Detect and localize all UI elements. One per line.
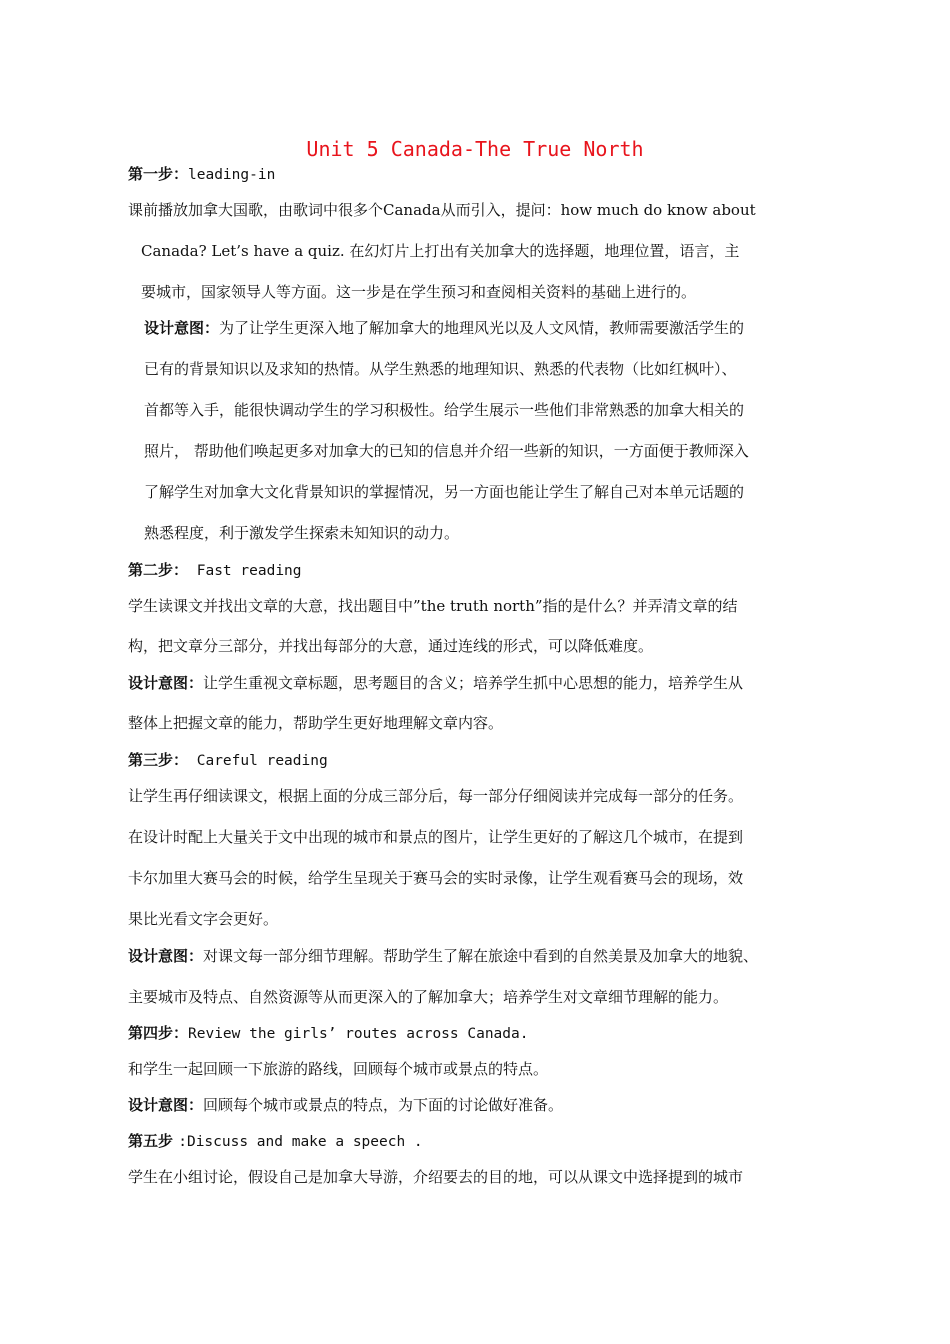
step-3-heading <box>128 750 328 771</box>
design-intent-line <box>128 946 758 966</box>
step-1-heading <box>128 164 275 185</box>
step-label: 第五步 <box>128 1132 179 1150</box>
paragraph-line: 要城市，国家领导人等方面。这一步是在学生预习和查阅相关资料的基础上进行的。 <box>141 283 697 301</box>
paragraph-line: 学生读课文并找出文章的大意，找出题目中”the truth north”指的是什么？并弄清文章的结 <box>128 597 738 615</box>
paragraph-line: 已有的背景知识以及求知的热情。从学生熟悉的地理知识、熟悉的代表物（比如红枫叶）、 <box>144 360 737 378</box>
intent-text: 回顾每个城市或景点的特点，为下面的讨论做好准备。 <box>203 1096 564 1114</box>
step-label: 第四步： <box>128 1024 189 1042</box>
paragraph-line: 主要城市及特点、自然资源等从而更深入的了解加拿大；培养学生对文章细节理解的能力。 <box>128 988 729 1006</box>
intent-label: 设计意图： <box>144 319 220 337</box>
paragraph-line: 构，把文章分三部分，并找出每部分的大意，通过连线的形式，可以降低难度。 <box>128 637 654 655</box>
paragraph-line: 卡尔加里大赛马会的时候，给学生呈现关于赛马会的实时录像，让学生观看赛马会的现场，效 <box>128 869 744 887</box>
paragraph-line: 课前播放加拿大国歌，由歌词中很多个Canada从而引入，提问：how much do know about <box>128 201 756 219</box>
paragraph-line: 熟悉程度，利于激发学生探索未知知识的动力。 <box>144 524 460 542</box>
intent-label: 设计意图： <box>128 947 204 965</box>
intent-text: 为了让学生更深入地了解加拿大的地理风光以及人文风情，教师需要激活学生的 <box>219 319 745 337</box>
paragraph-line: Canada? Let’s have a quiz. 在幻灯片上打出有关加拿大的选择题，地理位置，语言，主 <box>141 242 740 260</box>
step-4-heading <box>128 1023 528 1044</box>
step-text: Careful reading <box>188 753 328 769</box>
step-text: Fast reading <box>188 563 302 579</box>
intent-text: 让学生重视文章标题，思考题目的含义；培养学生抓中心思想的能力，培养学生从 <box>203 674 744 692</box>
intent-label: 设计意图： <box>128 1096 204 1114</box>
paragraph-line: 照片， 帮助他们唤起更多对加拿大的已知的信息并介绍一些新的知识，一方面便于教师深入 <box>144 442 749 460</box>
paragraph-line: 果比光看文字会更好。 <box>128 910 279 928</box>
step-2-heading <box>128 560 302 581</box>
paragraph-line: 首都等入手，能很快调动学生的学习积极性。给学生展示一些他们非常熟悉的加拿大相关的 <box>144 401 745 419</box>
paragraph-line: 整体上把握文章的能力，帮助学生更好地理解文章内容。 <box>128 714 504 732</box>
step-label: 第三步： <box>128 751 189 769</box>
intent-label: 设计意图： <box>128 674 204 692</box>
step-5-heading <box>128 1131 423 1152</box>
step-label: 第一步： <box>128 165 189 183</box>
step-text: :Discuss and make a speech . <box>178 1134 423 1150</box>
paragraph-line: 了解学生对加拿大文化背景知识的掌握情况，另一方面也能让学生了解自己对本单元话题的 <box>144 483 745 501</box>
intent-text: 对课文每一部分细节理解。帮助学生了解在旅途中看到的自然美景及加拿大的地貌、 <box>203 947 759 965</box>
paragraph-line: 让学生再仔细读课文，根据上面的分成三部分后，每一部分仔细阅读并完成每一部分的任务。 <box>128 787 744 805</box>
step-text: leading-in <box>188 167 276 183</box>
design-intent-line <box>144 318 744 338</box>
document-title: Unit 5 Canada-The True North <box>306 137 644 162</box>
paragraph-line: 和学生一起回顾一下旅游的路线，回顾每个城市或景点的特点。 <box>128 1060 549 1078</box>
paragraph-line: 在设计时配上大量关于文中出现的城市和景点的图片，让学生更好的了解这几个城市，在提到 <box>128 828 744 846</box>
step-text: Review the girls’ routes across Canada. <box>188 1026 529 1042</box>
design-intent-line <box>128 673 743 693</box>
design-intent-line <box>128 1095 563 1115</box>
step-label: 第二步： <box>128 561 189 579</box>
paragraph-line: 学生在小组讨论，假设自己是加拿大导游，介绍要去的目的地，可以从课文中选择提到的城市 <box>128 1168 744 1186</box>
